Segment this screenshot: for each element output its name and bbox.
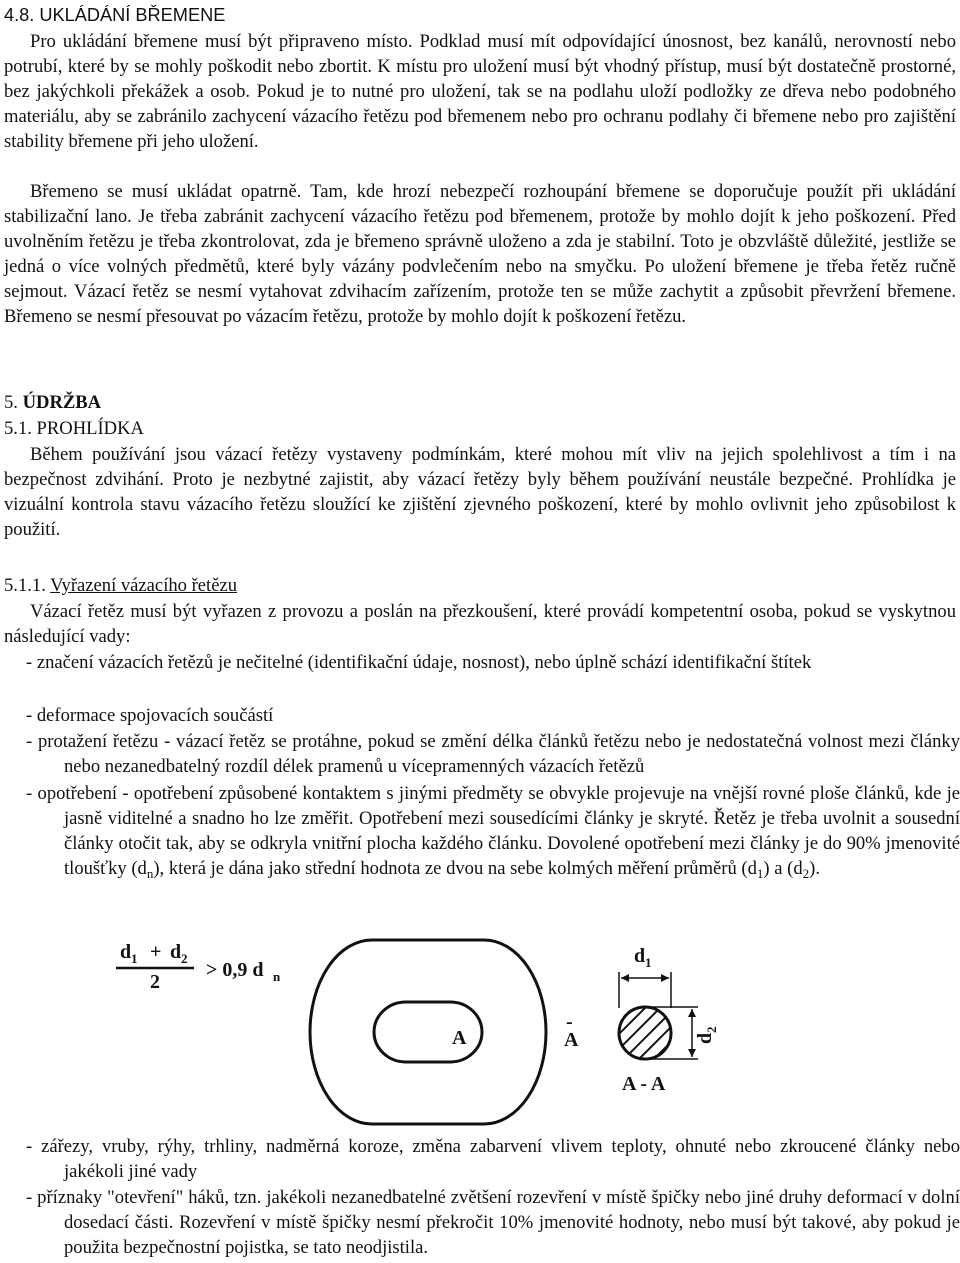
section-5-heading: [4, 391, 101, 415]
wear-sub-2: 2: [802, 865, 810, 881]
section-5-1-1-title: Vyřazení vázacího řetězu: [50, 575, 238, 596]
formula-rhs: > 0,9 d: [206, 959, 264, 981]
formula-rhs-sub: n: [273, 969, 281, 984]
section-marker-letter: A: [564, 1029, 579, 1051]
defect-item-hook-opening: - příznaky "otevření" háků, tzn. jakékoli nezanedbatelné zvětšení rozevření v místě špičky nebo jiné druhy deformací v dolní dosedací části. Rozevření v místě špičky nesmí překročit 10% jmenovité hodnoty, nebo musí být takové, aby pokud je použita bezpečnostní pojistka, se tato neodjistila.: [26, 1187, 960, 1258]
formula-denominator: 2: [150, 971, 160, 993]
wear-text-2: ), která je dána jako střední hodnota ze dvou na sebe kolmých měření průměrů (d: [153, 857, 757, 879]
section-marker-dash: -: [566, 1011, 573, 1033]
section-5-1-1-heading: [4, 574, 237, 598]
section-5-1-heading: 5.1. PROHLÍDKA: [4, 418, 144, 439]
formula-d1: d: [120, 941, 132, 963]
dim-d2-sub: 2: [704, 1026, 719, 1033]
section-4-8-paragraph-2: Břemeno se musí ukládat opatrně. Tam, kde hrozí nebezpečí rozhoupání břemene se doporučuje použít při ukládání stabilizační lano. Je třeba zabránit zachycení vázacího řetězu pod břemenem, protože by mohlo dojít k jeho poškození. Před uvolněním řetězu je třeba zkontrolovat, zda je břemeno správně uloženo a zda je stabilní. Toto je obzvláště důležité, jestliže se jedná o více volných předmětů, které byly vázány podvlečením nebo na smyčku. Po uložení břemene je třeba řetěz ručně sejmout. Vázací řetěz se nesmí vytahovat zdvihacím zařízením, protože ten se může zachytit a způsobit převržení břemene. Břemeno se nesmí přesouvat po vázacím řetězu, protože by mohlo dojít k poškození řetězu.: [4, 181, 956, 327]
section-5-1-paragraph: Během používání jsou vázací řetězy vystaveny podmínkám, které mohou mít vliv na jejich spolehlivost a tím i na bezpečnost zdvihání. Proto je nezbytné zajistit, aby vázací řetězy byly během používání neustále bezpečné. Prohlídka je vizuální kontrola stavu vázacího řetězu sloužící ke zjištění zjevného poškození, které by mohlo ovlivnit jeho způsobilost k použití.: [4, 444, 956, 540]
defect-item-wear: [4, 782, 960, 887]
section-4-8-paragraph-1: Pro ukládání břemene musí být připraveno místo. Podklad musí mít odpovídající únosnost, bez kanálů, nerovností nebo potrubí, které by se mohly poškodit nebo zbortit. K místu pro uložení musí být vhodný přístup, musí být dostatečně prostorné, bez jakýchkoli překážek a osob. Pokud je to nutné pro uložení, tak se na podlahu uloží podložky ze dřeva nebo podobného materiálu, aby se zabránilo zachycení vázacího řetězu pod břemenem nebo pro ochranu podlahy či břemene nebo pro zajištění stability břemene při jeho uložení.: [4, 31, 956, 152]
dim-d1-sub: 1: [645, 955, 652, 970]
cross-section-drawing: [600, 945, 719, 1095]
formula-d2: d: [170, 941, 182, 963]
cross-section-caption: A - A: [622, 1073, 666, 1095]
formula-d1-sub: 1: [131, 951, 138, 966]
defect-item-deformation: - deformace spojovacích součástí: [26, 705, 274, 726]
wear-measurement-figure: [0, 920, 960, 1135]
formula-plus: +: [150, 941, 162, 963]
d1-arrow-right: [661, 974, 669, 982]
defect-item-marking: - značení vázacích řetězů je nečitelné (identifikační údaje, nosnost), nebo úplně schází identifikační štítek: [26, 652, 812, 673]
d2-arrow-top: [688, 1009, 696, 1017]
section-5-number: 5.: [4, 392, 23, 413]
wear-text-1: - opotřebení - opotřebení způsobené kontaktem s jinými předměty se obvykle projevuje na vnější rovné ploše článků, kde je jasně viditelné a snadno ho lze změřit. Opotřebení mezi sousedícími články je skryté. Řetěz je třeba uvolnit a sousední články otočit tak, aby se odkryla vnitřní plocha každého článku. Dovolené opotřebení mezi články je do 90% jmenovité tloušťky (d: [26, 783, 960, 879]
section-5-1-1-intro: Vázací řetěz musí být vyřazen z provozu a poslán na přezkoušení, které provádí kompetentní osoba, pokud se vyskytnou následující vady:: [4, 601, 956, 647]
d1-arrow-left: [621, 974, 629, 982]
link-section-label: A: [452, 1027, 467, 1049]
section-5-title: ÚDRŽBA: [22, 392, 102, 413]
wear-formula: [116, 941, 281, 993]
formula-d2-sub: 2: [181, 951, 188, 966]
wear-sub-1: 1: [756, 865, 764, 881]
dim-d1-label: d: [634, 945, 646, 967]
section-4-8-heading: 4.8. UKLÁDÁNÍ BŘEMENE: [4, 5, 226, 25]
d2-arrow-bottom: [688, 1049, 696, 1057]
wear-text-4: ).: [809, 857, 820, 879]
defect-item-cracks: - zářezy, vruby, rýhy, trhliny, nadměrná koroze, změna zabarvení vlivem teploty, ohnuté nebo zkroucené články nebo jakékoli jiné vady: [26, 1136, 960, 1182]
section-marker: [564, 1011, 579, 1051]
wear-text-3: ) a (d: [763, 857, 803, 879]
defect-item-elongation: - protažení řetězu - vázací řetěz se protáhne, pokud se změní délka článků řetězu nebo je nedostatečná volnost mezi články nebo nezanedbatelný rozdíl délek pramenů u vícepramenných vázacích řetězů: [26, 731, 960, 777]
wear-sub-n: n: [146, 865, 154, 881]
dim-d2-label: d: [694, 1032, 716, 1044]
section-5-1-1-number: 5.1.1.: [4, 575, 51, 596]
chain-link-drawing: [310, 940, 546, 1124]
link-outer-outline: [310, 940, 546, 1124]
